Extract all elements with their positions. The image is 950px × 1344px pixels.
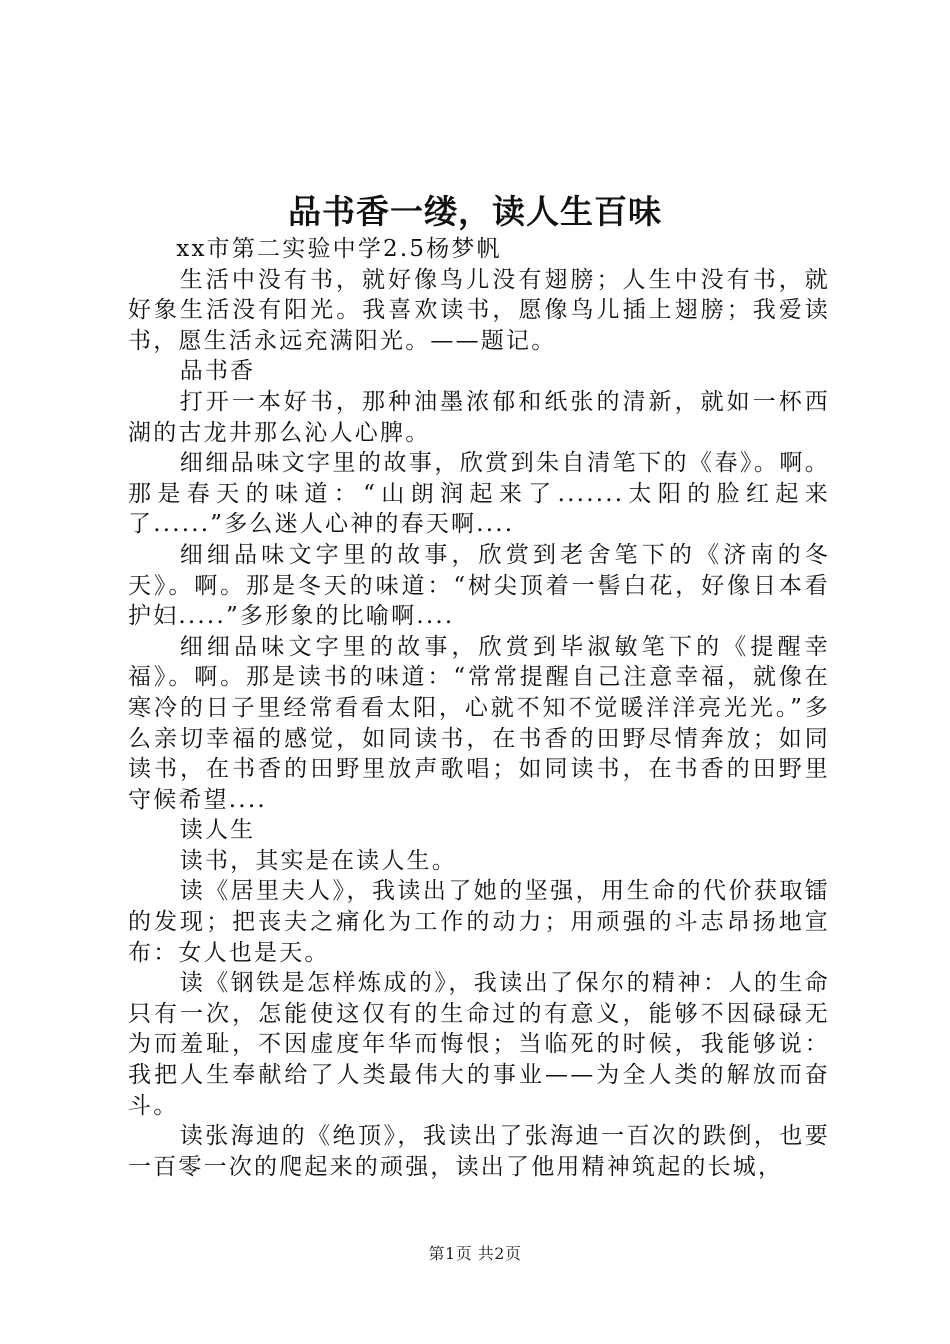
body-paragraph: 读书，其实是在读人生。	[179, 847, 457, 874]
body-paragraph: 细细品味文字里的故事，欣赏到朱自清笔下的《春》。啊。那是春天的味道：“山朗润起来了.......太阳的脸红起来了......”多么迷人心神的春天啊....	[128, 450, 830, 538]
body-paragraph: 细细品味文字里的故事，欣赏到毕淑敏笔下的《提醒幸福》。啊。那是读书的味道：“常常提醒自己注意幸福，就像在寒冷的日子里经常看看太阳，心就不知不觉暖洋洋亮光光。”多么亲切幸福的感觉，如同读书，在书香的田野尽情奔放；如同读书，在书香的田野里放声歌唱；如同读书，在书香的田野里守候希望....	[128, 633, 830, 813]
author-byline: xx市第二实验中学2.5杨梦帆	[176, 236, 502, 262]
section-heading-du-ren-sheng: 读人生	[179, 817, 256, 844]
body-paragraph: 打开一本好书，那种油墨浓郁和纸张的清新，就如一杯西湖的古龙井那么沁人心脾。	[128, 388, 830, 446]
page-number-footer: 第1页 共2页	[428, 1244, 522, 1263]
body-paragraph: 读《钢铁是怎样炼成的》，我读出了保尔的精神：人的生命只有一次，怎能使这仅有的生命过的有意义，能够不因碌碌无为而羞耻，不因虚度年华而悔恨；当临死的时候，我能够说：我把人生奉献给了人类最伟大的事业——为全人类的解放而奋斗。	[128, 970, 830, 1119]
body-paragraph: 读《居里夫人》，我读出了她的坚强，用生命的代价获取镭的发现；把丧夫之痛化为工作的动力；用顽强的斗志昂扬地宣布：女人也是天。	[128, 878, 830, 966]
body-paragraph: 读张海迪的《绝顶》，我读出了张海迪一百次的跌倒，也要一百零一次的爬起来的顽强，读出了他用精神筑起的长城，	[128, 1123, 830, 1180]
body-paragraph: 细细品味文字里的故事，欣赏到老舍笔下的《济南的冬天》。啊。那是冬天的味道：“树尖顶着一髻白花，好像日本看护妇.....”多形象的比喻啊....	[128, 541, 830, 630]
document-body	[128, 234, 830, 1182]
epigraph-paragraph: 生活中没有书，就好像鸟儿没有翅膀；人生中没有书，就好象生活没有阳光。我喜欢读书，愿像鸟儿插上翅膀；我爱读书，愿生活永远充满阳光。——题记。	[128, 266, 830, 354]
section-heading-pin-shu-xiang: 品书香	[179, 358, 256, 385]
document-title: 品书香一缕，读人生百味	[288, 192, 662, 231]
